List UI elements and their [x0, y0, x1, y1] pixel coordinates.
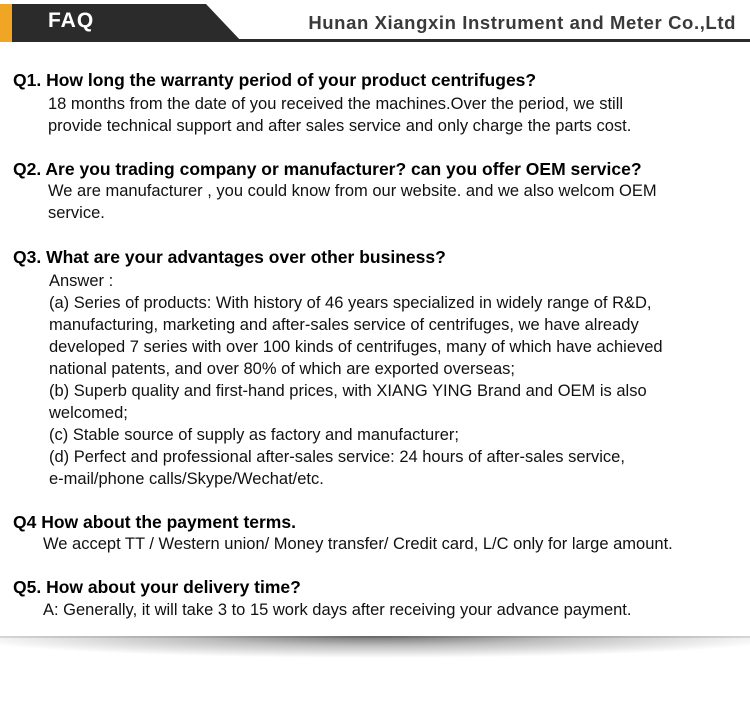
faq-question-3: Q3. What are your advantages over other business? — [13, 247, 446, 267]
faq-answer-2: We are manufacturer , you could know from our website. and we also welcom OEM service. — [48, 182, 657, 222]
faq-answer-4: We accept TT / Western union/ Money transfer/ Credit card, L/C only for large amount. — [43, 535, 673, 553]
faq-accent-stripe — [0, 4, 12, 42]
faq-header — [0, 0, 750, 43]
company-name: Hunan Xiangxin Instrument and Meter Co.,Ltd — [308, 12, 736, 33]
faq-question-2: Q2. Are you trading company or manufacturer? can you offer OEM service? — [13, 159, 642, 179]
faq-answer-3: Answer : (a) Series of products: With history of 46 years specialized in widely range of R&D, manufacturing, marketing and after-sales service of centrifuges, we have already developed 7 series with over 100 kinds of centrifuges, many of which have achieved national patents, and over 80% of which are exported overseas; (b) Superb quality and first-hand prices, with XIANG YING Brand and OEM is also welcomed; (c) Stable source of supply as factory and manufacturer; (d) Perfect and professional after-sales service: 24 hours of after-sales service, e-mail/phone calls/Skype/Wechat/etc. — [49, 272, 663, 488]
bottom-shadow — [0, 636, 750, 676]
faq-question-5: Q5. How about your delivery time? — [13, 577, 301, 597]
faq-tab-background — [0, 4, 242, 42]
faq-answer-5: A: Generally, it will take 3 to 15 work days after receiving your advance payment. — [43, 601, 632, 619]
faq-question-1: Q1. How long the warranty period of your product centrifuges? — [13, 70, 537, 90]
faq-question-4: Q4 How about the payment terms. — [13, 512, 296, 532]
faq-answer-1: 18 months from the date of you received the machines.Over the period, we still provide technical support and after sales service and only charge the parts cost. — [48, 95, 632, 135]
faq-title: FAQ — [48, 9, 95, 32]
